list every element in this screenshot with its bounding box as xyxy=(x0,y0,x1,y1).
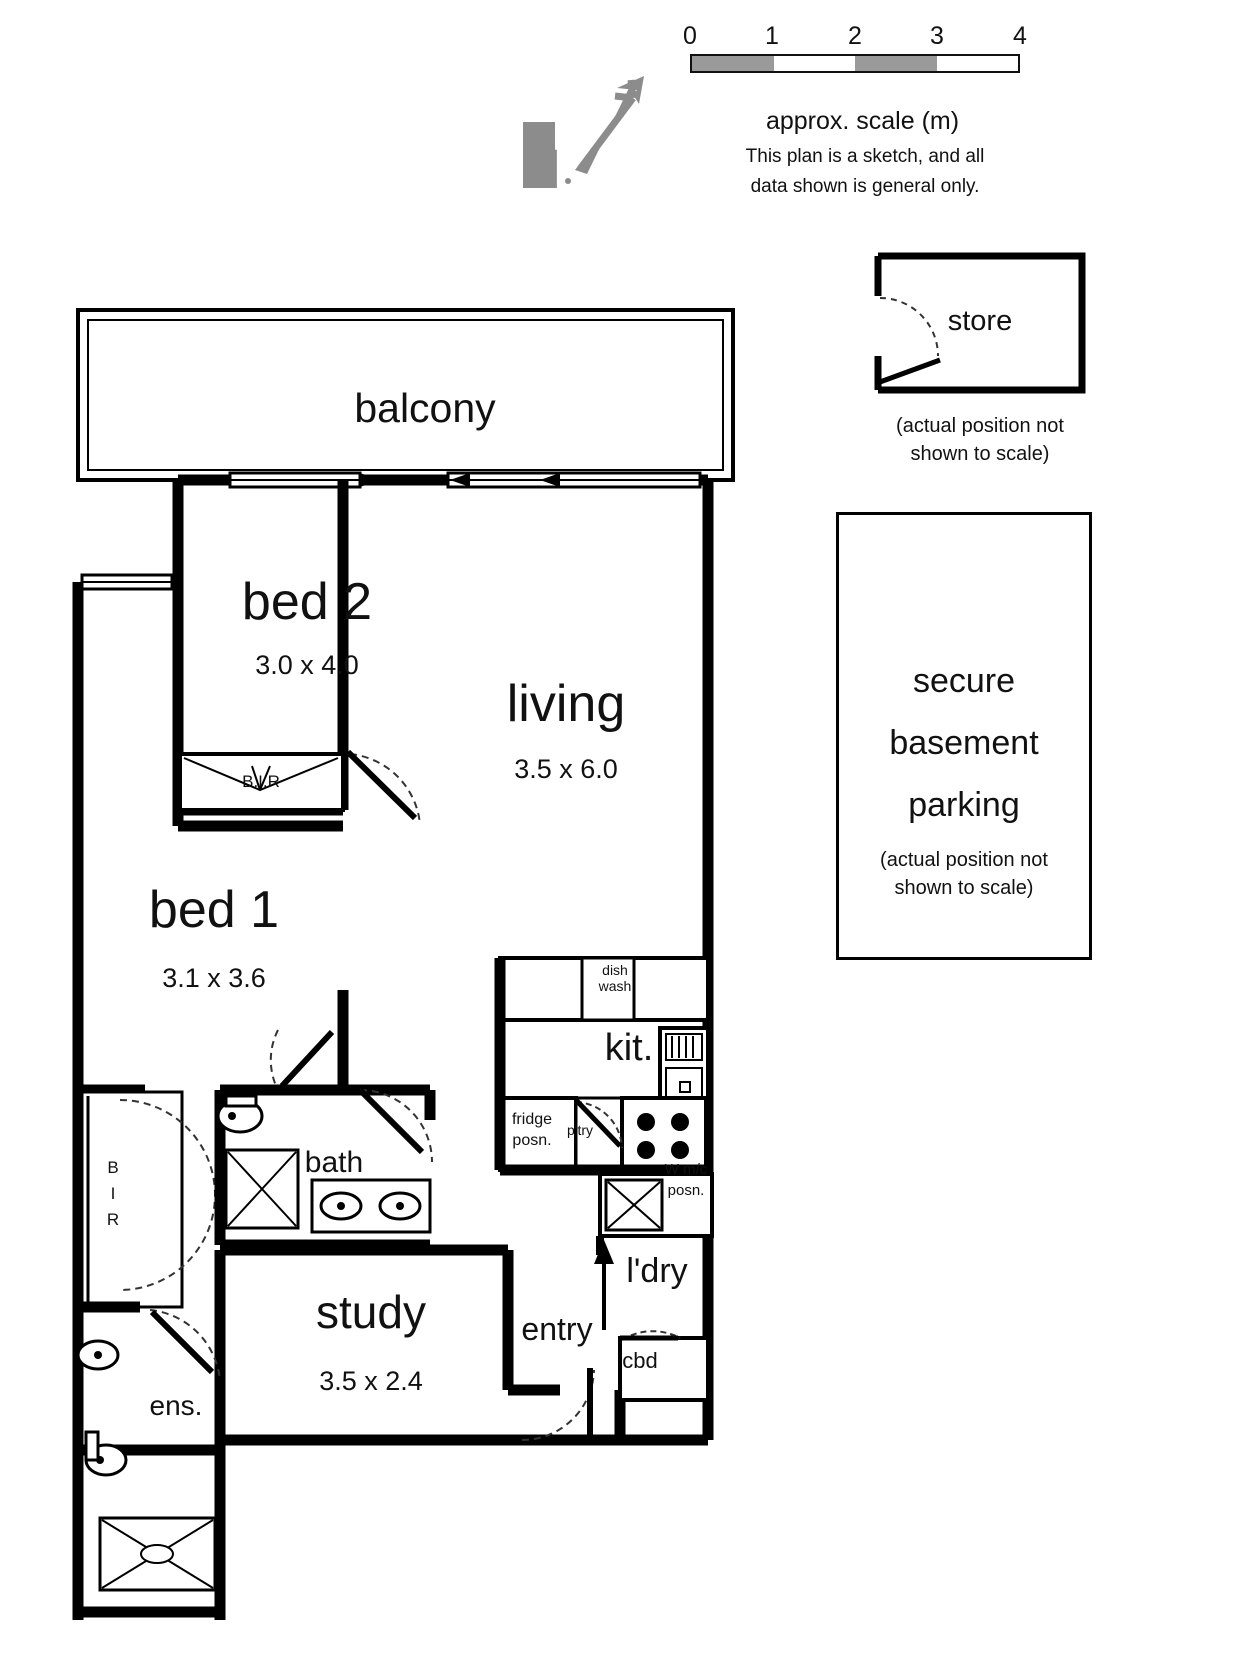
store-note-line-1: (actual position not xyxy=(896,415,1064,437)
bed1-wardrobe xyxy=(82,1092,215,1307)
store-note xyxy=(860,412,1100,468)
disclaimer-line-2: data shown is general only. xyxy=(750,176,980,197)
fridge-line-2: posn. xyxy=(512,1132,552,1149)
laundry-label: l'dry xyxy=(626,1252,688,1290)
pantry-label: p'try xyxy=(566,1122,593,1138)
bed1-label: bed 1 xyxy=(148,881,280,939)
north-arrow-icon xyxy=(505,70,665,205)
dishwasher-line-1: dish xyxy=(602,962,628,978)
parking-label-line-2: basement xyxy=(889,724,1039,762)
living-label: living xyxy=(506,675,626,733)
scale-segment-2-3 xyxy=(855,56,937,71)
bed1-door xyxy=(271,1030,332,1090)
parking-label-line-3: parking xyxy=(908,786,1020,824)
fridge-line-1: fridge xyxy=(511,1111,553,1128)
bir-letter-r: R xyxy=(106,1210,120,1229)
ensuite-label: ens. xyxy=(149,1390,203,1421)
dishwasher-line-2: wash xyxy=(598,978,632,994)
toilet-bath-icon xyxy=(218,1096,262,1132)
ensuite-basin-icon xyxy=(78,1341,118,1369)
entry-cupboard-label: cbd xyxy=(622,1348,658,1373)
shower-bath-icon xyxy=(226,1150,298,1228)
scale-tick-labels xyxy=(683,22,1027,54)
bed2-bir-label: B.I.R xyxy=(242,772,280,791)
living-dimension: 3.5 x 6.0 xyxy=(514,754,618,784)
scale-segment-3-4 xyxy=(937,56,1019,71)
scale-segment-0-1 xyxy=(692,56,774,71)
bir-letter-b: B xyxy=(107,1158,119,1177)
scale-bar-group xyxy=(683,22,1035,73)
washer-line-1: W m/c xyxy=(664,1161,708,1178)
parking-note-line-2: shown to scale) xyxy=(894,877,1034,899)
shower-ensuite-icon xyxy=(100,1518,215,1590)
scale-caption: approx. scale (m) xyxy=(765,107,960,135)
bathroom-door xyxy=(360,1090,432,1162)
scale-tick-2: 2 xyxy=(848,22,862,50)
balcony-label: balcony xyxy=(354,385,496,431)
scale-segment-1-2 xyxy=(774,56,856,71)
washer-line-2: posn. xyxy=(667,1182,705,1199)
bath-label: bath xyxy=(304,1146,364,1179)
study-dimension: 3.5 x 2.4 xyxy=(319,1366,423,1396)
entry-label: entry xyxy=(521,1311,593,1347)
west-window xyxy=(82,575,172,589)
parking-note xyxy=(836,846,1092,902)
dishwasher-label xyxy=(585,962,645,994)
kitchen-label: kit. xyxy=(604,1027,654,1069)
study-label: study xyxy=(316,1286,426,1338)
washing-machine-label xyxy=(651,1159,721,1201)
bed1-walls xyxy=(78,990,343,1090)
scale-tick-1: 1 xyxy=(765,22,779,50)
parking-label-line-1: secure xyxy=(912,662,1016,700)
bir-letter-i: I xyxy=(110,1184,116,1203)
disclaimer-text xyxy=(670,142,1060,202)
store-note-line-2: shown to scale) xyxy=(910,443,1050,465)
bed2-door xyxy=(348,752,420,824)
scale-tick-4: 4 xyxy=(1013,22,1027,50)
vanity-bath-icon xyxy=(312,1180,430,1232)
balcony-sliding-doors xyxy=(230,473,700,487)
bed1-wardrobe-label xyxy=(107,1155,119,1233)
ensuite-door xyxy=(150,1310,220,1380)
toilet-ensuite-icon xyxy=(86,1432,126,1475)
svg-text:N: N xyxy=(521,137,562,200)
parking-note-line-1: (actual position not xyxy=(880,849,1048,871)
parking-label xyxy=(836,650,1092,836)
disclaimer-line-1: This plan is a sketch, and all xyxy=(745,146,985,167)
scale-bar xyxy=(690,54,1020,73)
store-label: store xyxy=(947,305,1013,337)
bed2-label: bed 2 xyxy=(241,573,373,631)
study-door xyxy=(522,1368,594,1440)
bed2-dimension: 3.0 x 4.0 xyxy=(255,650,359,680)
scale-tick-0: 0 xyxy=(683,22,697,50)
scale-tick-3: 3 xyxy=(930,22,944,50)
bed1-dimension: 3.1 x 3.6 xyxy=(162,963,266,993)
